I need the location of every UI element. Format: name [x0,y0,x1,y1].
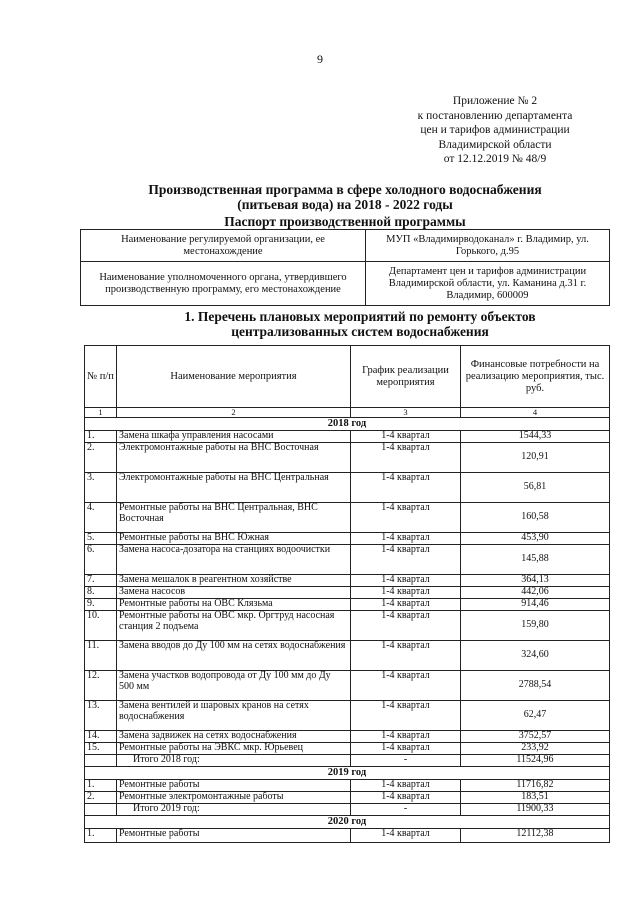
passport-table [80,229,610,306]
year-row [85,816,610,829]
section-title [110,309,610,339]
row-number: 1. [85,829,117,843]
column-index: 2 [117,408,351,418]
title-line: (питьевая вода) на 2018 - 2022 годы [237,197,453,212]
row-number: 1. [85,431,117,443]
column-index: 1 [85,408,117,418]
year-row [85,418,610,431]
table-row [85,545,610,575]
header-number: № п/п [85,346,117,408]
row-name: Замена шкафа управления насосами [117,431,351,443]
row-name: Замена вентилей и шаровых кранов на сетях водоснабжения [117,701,351,731]
row-name: Ремонтные работы [117,829,351,843]
row-name: Ремонтные работы на ЭВКС мкр. Юрьевец [117,743,351,755]
total-row [85,804,610,816]
row-period: 1-4 квартал [351,503,461,533]
row-period: 1-4 квартал [351,431,461,443]
year-label: 2020 год [85,816,610,829]
header-financing: Финансовые потребности на реализацию мероприятия, тыс. руб. [461,346,610,408]
row-period: 1-4 квартал [351,731,461,743]
row-number: 14. [85,731,117,743]
row-name: Замена задвижек на сетях водоснабжения [117,731,351,743]
total-label: Итого 2019 год: [117,804,351,816]
row-amount: 2788,54 [461,671,610,701]
table-row [85,671,610,701]
row-amount: 364,13 [461,575,610,587]
row-name: Электромонтажные работы на ВНС Восточная [117,443,351,473]
row-period: 1-4 квартал [351,829,461,843]
appendix-note [395,94,595,167]
row-period: 1-4 квартал [351,743,461,755]
row-amount: 159,80 [461,611,610,641]
passport-value: МУП «Владимирводоканал» г. Владимир, ул. Горького, д.95 [366,230,610,262]
row-amount: 324,60 [461,641,610,671]
row-name: Ремонтные работы [117,780,351,792]
row-number: 11. [85,641,117,671]
year-label: 2018 год [85,418,610,431]
table-row [85,533,610,545]
appendix-line: цен и тарифов администрации [420,124,570,136]
table-row [85,792,610,804]
total-period: - [351,755,461,767]
row-number: 2. [85,443,117,473]
table-row [85,503,610,533]
row-amount: 442,06 [461,587,610,599]
row-name: Замена насосов [117,587,351,599]
section-line: централизованных систем водоснабжения [231,324,489,339]
column-index: 3 [351,408,461,418]
row-period: 1-4 квартал [351,587,461,599]
row-amount: 145,88 [461,545,610,575]
row-amount: 62,47 [461,701,610,731]
table-header [85,346,610,408]
row-amount: 233,92 [461,743,610,755]
row-number: 12. [85,671,117,701]
table-row [85,599,610,611]
row-period: 1-4 квартал [351,671,461,701]
total-row [85,755,610,767]
row-number: 15. [85,743,117,755]
passport-title: Паспорт производственной программы [224,214,466,229]
row-number: 8. [85,587,117,599]
table-row [85,829,610,843]
row-period: 1-4 квартал [351,701,461,731]
row-name: Ремонтные работы на ОВС Клязьма [117,599,351,611]
table-row [85,731,610,743]
row-amount: 160,58 [461,503,610,533]
appendix-line: к постановлению департамента [417,109,573,122]
row-amount: 12112,38 [461,829,610,843]
row-amount: 183,51 [461,792,610,804]
rows-2019 [85,780,610,804]
table-row [85,431,610,443]
passport-label: Наименование регулируемой организации, ее местонахождение [81,230,366,262]
row-amount: 3752,57 [461,731,610,743]
row-period: 1-4 квартал [351,641,461,671]
row-number: 6. [85,545,117,575]
table-row [85,611,610,641]
row-amount: 120,91 [461,443,610,473]
row-amount: 11716,82 [461,780,610,792]
row-period: 1-4 квартал [351,599,461,611]
row-period: 1-4 квартал [351,611,461,641]
total-amount: 11524,96 [461,755,610,767]
total-amount: 11900,33 [461,804,610,816]
row-name: Замена насоса-дозатора на станциях водоочистки [117,545,351,575]
table-row [85,473,610,503]
passport-value: Департамент цен и тарифов администрации Владимирской области, ул. Каманина д.31 г. Владимир, 600009 [366,262,610,306]
row-amount: 1544,33 [461,431,610,443]
column-index-row [85,408,610,418]
row-number: 2. [85,792,117,804]
row-period: 1-4 квартал [351,575,461,587]
title-line: Производственная программа в сфере холодного водоснабжения [148,182,542,197]
row-period: 1-4 квартал [351,545,461,575]
rows-2020 [85,829,610,843]
table-row [85,701,610,731]
row-name: Ремонтные работы на ОВС мкр. Оргтруд насосная станция 2 подъема [117,611,351,641]
row-number: 9. [85,599,117,611]
row-amount: 56,81 [461,473,610,503]
passport-row [81,262,610,306]
table-row [85,641,610,671]
table-row [85,743,610,755]
row-number: 13. [85,701,117,731]
appendix-line: Владимирской области [438,138,552,151]
row-name: Замена вводов до Ду 100 мм на сетях водоснабжения [117,641,351,671]
row-number: 3. [85,473,117,503]
document-title [85,182,605,212]
row-name: Замена участков водопровода от Ду 100 мм до Ду 500 мм [117,671,351,701]
total-label: Итого 2018 год: [117,755,351,767]
row-name: Ремонтные работы на ВНС Центральная, ВНС Восточная [117,503,351,533]
row-amount: 453,90 [461,533,610,545]
passport-label: Наименование уполномоченного органа, утвердившего производственную программу, его местонахождение [81,262,366,306]
row-period: 1-4 квартал [351,473,461,503]
row-name: Ремонтные электромонтажные работы [117,792,351,804]
table-row [85,575,610,587]
table-row [85,443,610,473]
page-number: 9 [317,52,323,66]
row-number: 1. [85,780,117,792]
row-period: 1-4 квартал [351,533,461,545]
header-name: Наименование мероприятия [117,346,351,408]
year-row [85,767,610,780]
row-number: 5. [85,533,117,545]
row-number: 4. [85,503,117,533]
rows-2018 [85,431,610,755]
year-label: 2019 год [85,767,610,780]
row-name: Ремонтные работы на ВНС Южная [117,533,351,545]
column-index: 4 [461,408,610,418]
appendix-line: Приложение № 2 [452,95,538,107]
row-period: 1-4 квартал [351,443,461,473]
row-number: 10. [85,611,117,641]
table-row [85,587,610,599]
appendix-line: от 12.12.2019 № 48/9 [443,153,547,165]
row-name: Электромонтажные работы на ВНС Центральная [117,473,351,503]
header-schedule: График реализации мероприятия [351,346,461,408]
row-period: 1-4 квартал [351,780,461,792]
row-amount: 914,46 [461,599,610,611]
total-period: - [351,804,461,816]
passport-row [81,230,610,262]
section-line: 1. Перечень плановых мероприятий по ремонту объектов [184,309,536,324]
row-number: 7. [85,575,117,587]
row-period: 1-4 квартал [351,792,461,804]
row-name: Замена мешалок в реагентном хозяйстве [117,575,351,587]
measures-table [84,345,610,843]
table-row [85,780,610,792]
